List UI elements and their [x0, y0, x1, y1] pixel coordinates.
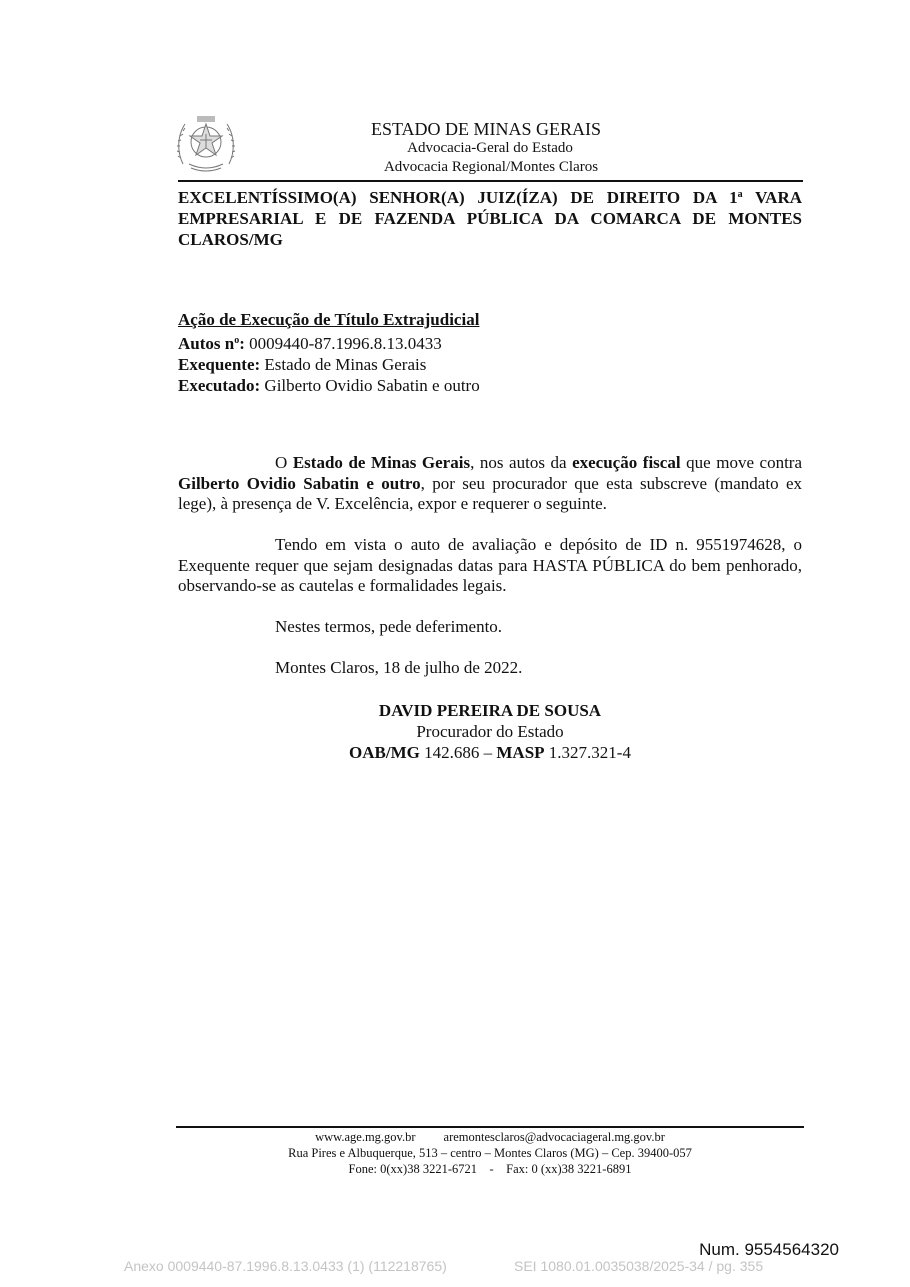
signer-registration: OAB/MG 142.686 – MASP 1.327.321-4 [349, 743, 631, 762]
address-ordinal: a [737, 189, 743, 200]
case-title: Ação de Execução de Título Extrajudicial [178, 310, 480, 329]
signer-role: Procurador do Estado [416, 722, 564, 741]
header-agency: Advocacia-Geral do Estado [407, 140, 573, 156]
footer-phone: Fone: 0(xx)38 3221-6721 - Fax: 0 (xx)38 3221-6891 [348, 1162, 632, 1176]
signer-name: DAVID PEREIRA DE SOUSA [378, 701, 602, 720]
footer-address: Rua Pires e Albuquerque, 513 – centro – Montes Claros (MG) – Cep. 39400-057 [288, 1146, 692, 1160]
footer [176, 1129, 804, 1177]
paragraph-intro: O Estado de Minas Gerais, nos autos da execução fiscal que move contra Gilberto Ovidio Sabatin e outro, por seu procurador que esta subscreve (mandato ex lege), à presença de V. Excelência, expor e requerer o seguinte. [178, 453, 803, 513]
executado-label: Executado: [178, 376, 261, 395]
header-state: ESTADO DE MINAS GERAIS [370, 119, 602, 139]
footer-email: aremontesclaros@advocaciageral.mg.gov.br [443, 1130, 665, 1144]
address-text-1: EXCELENTÍSSIMO(A) SENHOR(A) JUIZ(ÍZA) DE DIREITO DA 1 [178, 188, 738, 207]
date-line: Montes Claros, 18 de julho de 2022. [275, 658, 523, 677]
signature-block [178, 700, 802, 763]
footer-rule [176, 1126, 804, 1128]
footer-site: www.age.mg.gov.br [315, 1130, 416, 1144]
executado-value: Gilberto Ovidio Sabatin e outro [260, 376, 480, 395]
exequente-value: Estado de Minas Gerais [260, 355, 427, 374]
case-reference [178, 309, 480, 396]
court-address [178, 184, 802, 250]
address-text-2: VARA EMPRESARIAL E DE FAZENDA PÚBLICA DA COMARCA DE MONTES CLAROS/MG [178, 188, 803, 249]
closing-line: Nestes termos, pede deferimento. [275, 617, 503, 636]
autos-label: Autos $n^o$: [178, 334, 245, 353]
header-regional: Advocacia Regional/Montes Claros [383, 159, 599, 175]
paragraph-request: Tendo em vista o auto de avaliação e depósito de ID n. 9551974628, o Exequente requer que sejam designadas datas para HASTA PÚBLICA do bem penhorado, observando-se as cautelas e formalidades legais. [178, 535, 802, 595]
header-rule [178, 180, 803, 182]
annex-label: Anexo 0009440-87.1996.8.13.0433 (1) (112218765) [124, 1258, 447, 1274]
exequente-label: Exequente: [178, 355, 261, 374]
autos-value: 0009440-87.1996.8.13.0433 [244, 334, 442, 353]
sei-label: SEI 1080.01.0035038/2025-34 / pg. 355 [514, 1258, 764, 1274]
document-number: Num. 9554564320 [699, 1240, 839, 1259]
